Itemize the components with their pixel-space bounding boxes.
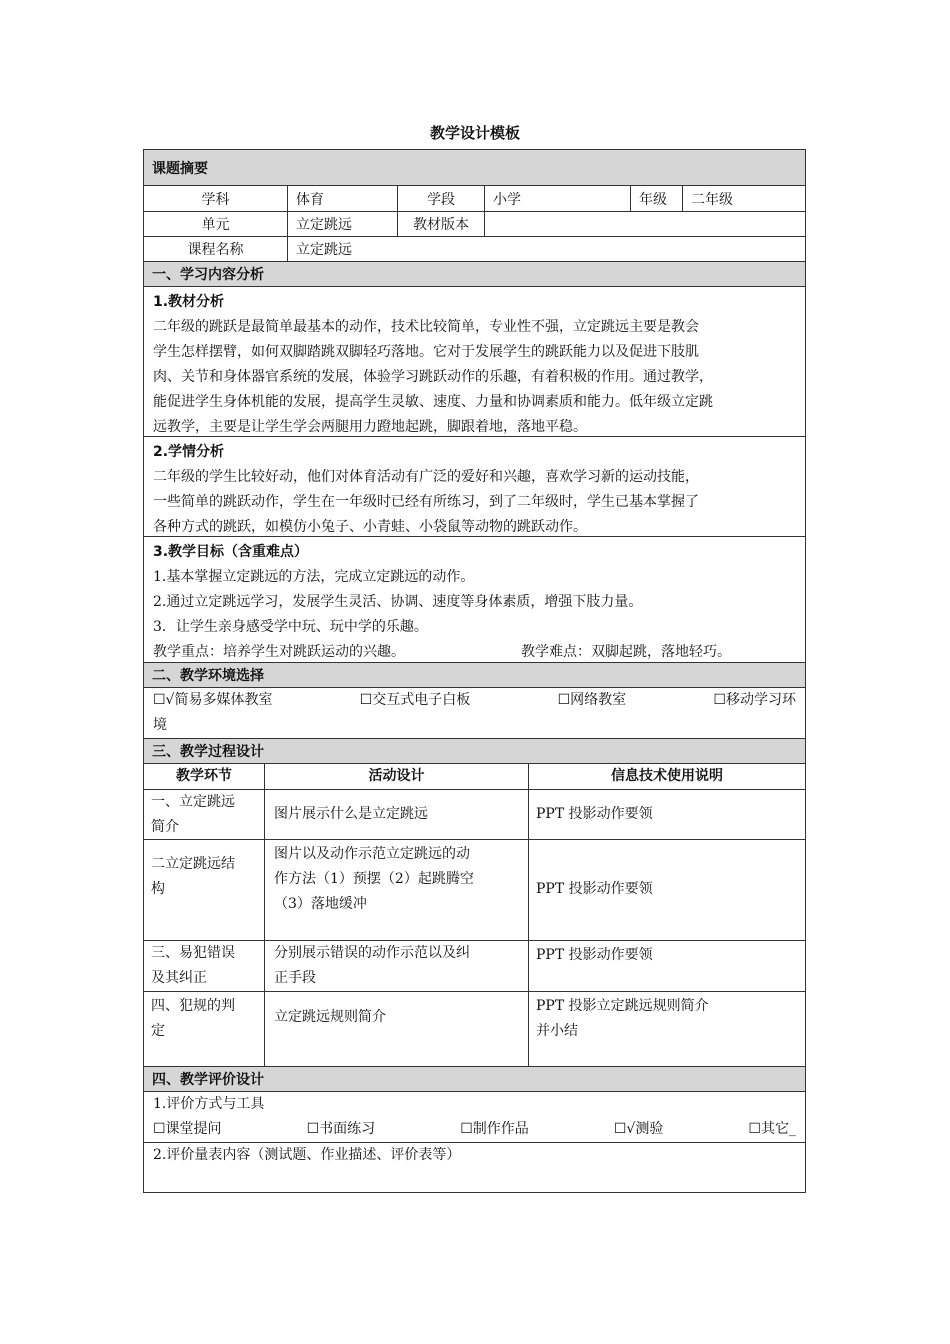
course-label: 课程名称 [187,242,244,258]
table-row [144,839,805,940]
section4-header: 四、教学评价设计 [144,1066,805,1091]
section3-header: 三、教学过程设计 [144,738,805,763]
material-line: 学生怎样摆臂，如何双脚踏跳双脚轻巧落地。它对于发展学生的跳跃能力以及促进下肢肌 [153,344,699,360]
scale-title: 2.评价量表内容（测试题、作业描述、评价表等） [153,1147,461,1163]
stage-text: 一、立定跳远 [151,793,235,810]
tech-text: PPT 投影动作要领 [536,881,653,897]
subject-label: 学科 [201,191,230,208]
env-option[interactable]: ☐网络教室 [557,692,627,708]
tech-text: PPT 投影动作要领 [536,947,653,963]
learner-line: 二年级的学生比较好动，他们对体育活动有广泛的爱好和兴趣，喜欢学习新的运动技能， [153,469,699,485]
tech-text: 并小结 [536,1023,578,1039]
stage-text: 定 [151,1023,165,1039]
stage-text: 及其纠正 [151,970,207,986]
env-option[interactable]: ☐移动学习环 [713,692,796,708]
learner-line: 各种方式的跳跃，如模仿小兔子、小青蛙、小袋鼠等动物的跳跃动作。 [153,519,587,535]
design-table [143,149,806,1193]
material-line: 能促进学生身体机能的发展，提高学生灵敏、速度、力量和协调素质和能力。低年级立定跳 [153,394,713,410]
learner-analysis [144,436,805,536]
edition-value [484,212,805,236]
subject-value: 体育 [287,186,397,211]
section1-header: 一、学习内容分析 [144,261,805,286]
environment-options [144,687,805,738]
summary-header: 课题摘要 [144,150,805,185]
col-stage: 教学环节 [176,768,232,784]
stage-text: 四、犯规的判 [151,998,235,1014]
material-line: 肉、关节和身体器官系统的发展，体验学习跳跃动作的乐趣，有着积极的作用。通过教学， [153,369,713,385]
tech-text: PPT 投影动作要领 [536,806,653,822]
stage-text: 二立定跳远结 [151,856,235,872]
tech-text: PPT 投影立定跳远规则简介 [536,998,709,1014]
material-title: 1.教材分析 [153,294,225,310]
tool-option[interactable]: ☐课堂提问 [153,1121,222,1137]
teaching-goals [144,536,805,662]
table-row [144,991,805,1066]
material-line: 二年级的跳跃是最简单最基本的动作，技术比较简单，专业性不强，立定跳远主要是教会 [153,319,699,335]
evaluation-scale [144,1142,805,1192]
activity-text: 作方法（1）预摆（2）起跳腾空 [274,871,474,887]
course-value: 立定跳远 [287,237,805,261]
goal-line: 1.基本掌握立定跳远的方法，完成立定跳远的动作。 [153,569,475,585]
table-row [144,940,805,991]
process-table-header [144,763,805,789]
activity-text: 图片展示什么是立定跳远 [274,806,428,822]
edition-label: 教材版本 [397,212,484,236]
summary-row-course [144,236,805,261]
unit-label: 单元 [201,217,230,233]
activity-text: 立定跳远规则简介 [274,1009,386,1025]
env-option[interactable]: ☐交互式电子白板 [359,692,471,708]
tool-option[interactable]: ☐书面练习 [306,1121,376,1137]
unit-value: 立定跳远 [287,212,397,236]
document-title: 教学设计模板 [429,124,520,142]
activity-text: （3）落地缓冲 [274,896,367,912]
env-option-wrap: 境 [153,717,167,733]
learner-line: 一些简单的跳跃动作，学生在一年级时已经有所练习，到了二年级时，学生已基本掌握了 [153,494,699,510]
goal-line: 3．让学生亲身感受学中玩、玩中学的乐趣。 [153,619,428,635]
material-analysis [144,286,805,436]
stage-value: 小学 [484,186,630,211]
key-point: 教学重点：培养学生对跳跃运动的兴趣。 [153,644,405,660]
stage-label: 学段 [397,186,484,211]
col-tech: 信息技术使用说明 [528,764,805,789]
stage-text: 简介 [151,818,179,835]
learner-title: 2.学情分析 [153,444,225,460]
stage-text: 三、易犯错误 [151,945,235,961]
tools-title: 1.评价方式与工具 [153,1096,265,1112]
activity-text: 分别展示错误的动作示范以及纠 [274,945,470,961]
material-line: 远教学，主要是让学生学会两腿用力蹬地起跳，脚跟着地，落地平稳。 [153,419,587,435]
goal-title: 3.教学目标（含重难点） [153,544,309,560]
activity-text: 图片以及动作示范立定跳远的动 [274,846,470,862]
col-activity: 活动设计 [264,764,528,789]
summary-row-unit [144,211,805,236]
evaluation-tools [144,1091,805,1142]
difficulty: 教学难点：双脚起跳，落地轻巧。 [521,644,731,660]
table-row [144,789,805,839]
env-option[interactable]: ☐√简易多媒体教室 [153,692,273,708]
activity-text: 正手段 [274,970,316,986]
grade-value: 二年级 [682,186,805,211]
stage-text: 构 [151,881,165,897]
section2-header: 二、教学环境选择 [144,662,805,687]
tool-option[interactable]: ☐制作作品 [460,1121,529,1137]
tool-option[interactable]: ☐√测验 [613,1121,664,1137]
summary-row-subject [144,185,805,211]
grade-label: 年级 [630,186,682,211]
tool-option[interactable]: ☐其它_ [748,1121,796,1137]
goal-line: 2.通过立定跳远学习，发展学生灵活、协调、速度等身体素质，增强下肢力量。 [153,594,643,610]
